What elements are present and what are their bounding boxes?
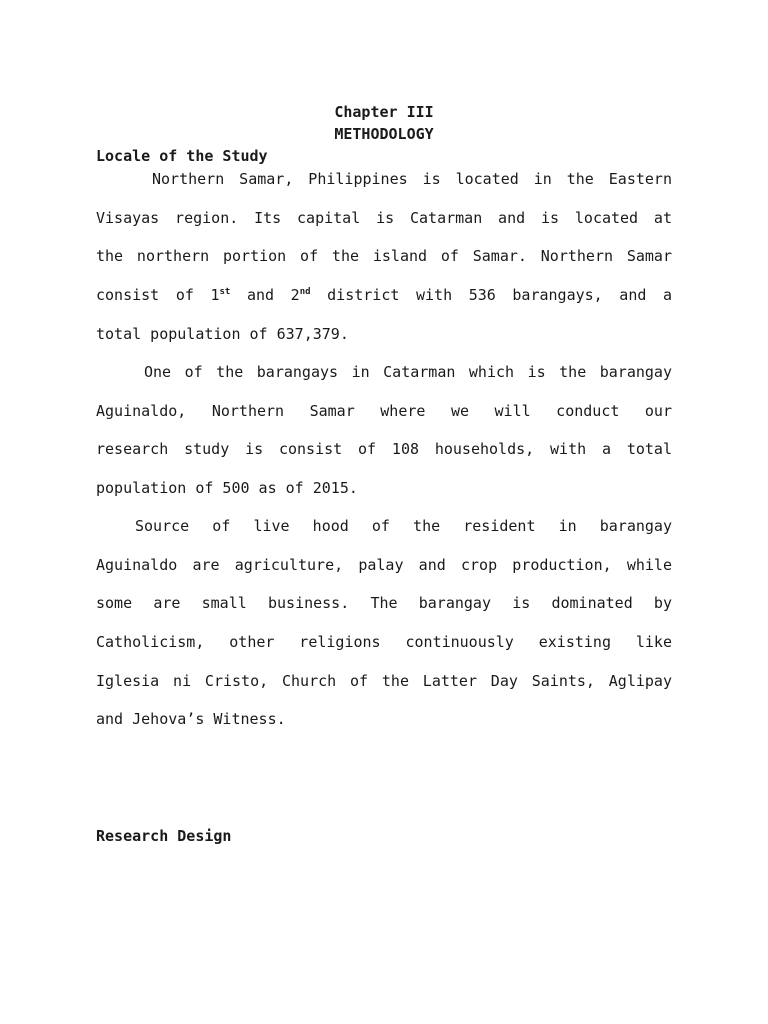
- paragraph-line: population of 500 as of 2015.: [96, 479, 358, 498]
- line-text: and 2: [230, 286, 300, 305]
- paragraph-line: Catholicism, other religions continuously existing like: [96, 633, 672, 652]
- section-heading-locale: Locale of the Study: [96, 147, 268, 165]
- line-text: consist of 1: [96, 286, 220, 305]
- paragraph-line: Aguinaldo are agriculture, palay and crop production, while: [96, 555, 672, 574]
- paragraph-locale-1: [96, 160, 672, 353]
- paragraph-line: One of the barangays in Catarman which is the barangay: [144, 363, 672, 381]
- paragraph-line: Source of live hood of the resident in barangay: [135, 517, 672, 535]
- chapter-title: METHODOLOGY: [334, 125, 434, 143]
- paragraph-line-with-superscripts: [96, 276, 672, 315]
- chapter-number: Chapter III: [334, 103, 434, 121]
- paragraph-line: research study is consist of 108 households, with a total: [96, 440, 672, 459]
- paragraph-line: Iglesia ni Cristo, Church of the Latter Day Saints, Aglipay: [96, 671, 672, 690]
- paragraph-line: Visayas region. Its capital is Catarman and is located at: [96, 208, 672, 227]
- line-text: district with 536 barangays, and a: [310, 286, 673, 305]
- paragraph-locale-2: [96, 353, 672, 508]
- paragraph-line: total population of 637,379.: [96, 324, 349, 343]
- paragraph-locale-3: [96, 507, 672, 739]
- ordinal-superscript: st: [219, 287, 231, 298]
- paragraph-line: Aguinaldo, Northern Samar where we will conduct our: [96, 401, 672, 420]
- section-heading-research-design: Research Design: [96, 827, 232, 845]
- paragraph-line: and Jehova’s Witness.: [96, 710, 286, 729]
- paragraph-line: the northern portion of the island of Samar. Northern Samar: [96, 247, 672, 266]
- paragraph-line: some are small business. The barangay is dominated by: [96, 594, 672, 613]
- paragraph-line: Northern Samar, Philippines is located in the Eastern: [152, 170, 672, 188]
- ordinal-superscript: nd: [299, 287, 311, 298]
